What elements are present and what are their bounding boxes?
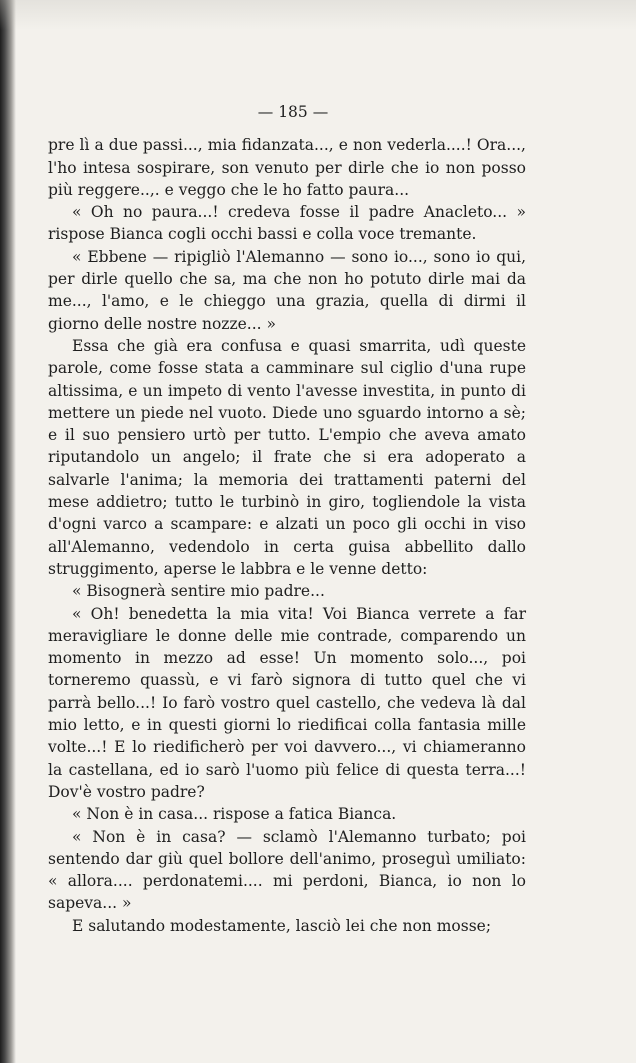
paragraph-dialogue: « Non è in casa... rispose a fatica Bianca. (72, 805, 397, 824)
page-text-block (48, 101, 526, 937)
paragraph-narration: Essa che già era confusa e quasi smarrita, udì queste parole, come fosse stata a camminare sul ciglio d'una rupe altissima, e un impeto di vento l'avesse investita, in punto di mettere un piede nel vuoto. Diede uno sguardo intorno a sè; e il suo pensiero urtò per tutto. L'empio che aveva amato riputandolo un angelo; il frate che si era adoperato a salvarle l'anima; la memoria dei trattamenti paterni del mese addietro; tutto le turbinò in giro, togliendole la vista d'ogni varco a scampare: e alzati un poco gli occhi in viso all'Alemanno, vedendolo in certa guisa abbellito dallo struggimento, aperse le labbra e le venne detto: (48, 336, 526, 578)
paragraph-continuation: pre lì a due passi..., mia fidanzata..., e non vederla....! Ora..., l'ho intesa sospirare, son venuto per dirle che io non posso più reggere..,. e veggo che le ho fatto paura... (48, 136, 526, 199)
page-top-shading (0, 0, 636, 30)
paragraph-dialogue: « Oh no paura...! credeva fosse il padre Anacleto... » rispose Bianca cogli occhi bassi e colla voce tremante. (48, 203, 526, 244)
paragraph-narration: E salutando modestamente, lasciò lei che non mosse; (72, 916, 492, 935)
binding-gutter-shadow (0, 0, 16, 1063)
paragraph-dialogue: « Oh! benedetta la mia vita! Voi Bianca verrete a far meravigliare le donne delle mie contrade, comparendo un momento in mezzo ad esse! Un momento solo..., poi torneremo quassù, e vi farò signora di tutto quel che vi parrà bello...! Io farò vostro quel castello, che vedeva là dal mio letto, e in questi giorni lo riedificai colla fantasia mille volte...! E lo riedificherò per voi davvero..., vi chiameranno la castellana, ed io sarò l'uomo più felice di questa terra...! Dov'è vostro padre? (48, 604, 526, 801)
paragraph-dialogue: « Bisognerà sentire mio padre... (72, 582, 325, 601)
page-number: — 185 — (257, 103, 329, 121)
paragraph-dialogue: « Ebbene — ripigliò l'Alemanno — sono io..., sono io qui, per dirle quello che sa, ma che non ho potuto dirle mai da me..., l'amo, e le chieggo una grazia, quella di dirmi il giorno delle nostre nozze... » (48, 247, 526, 333)
paragraph-dialogue: « Non è in casa? — sclamò l'Alemanno turbato; poi sentendo dar giù quel bollore dell'animo, proseguì umiliato: « allora.... perdonatemi.... mi perdoni, Bianca, io non lo sapeva... » (48, 827, 526, 913)
